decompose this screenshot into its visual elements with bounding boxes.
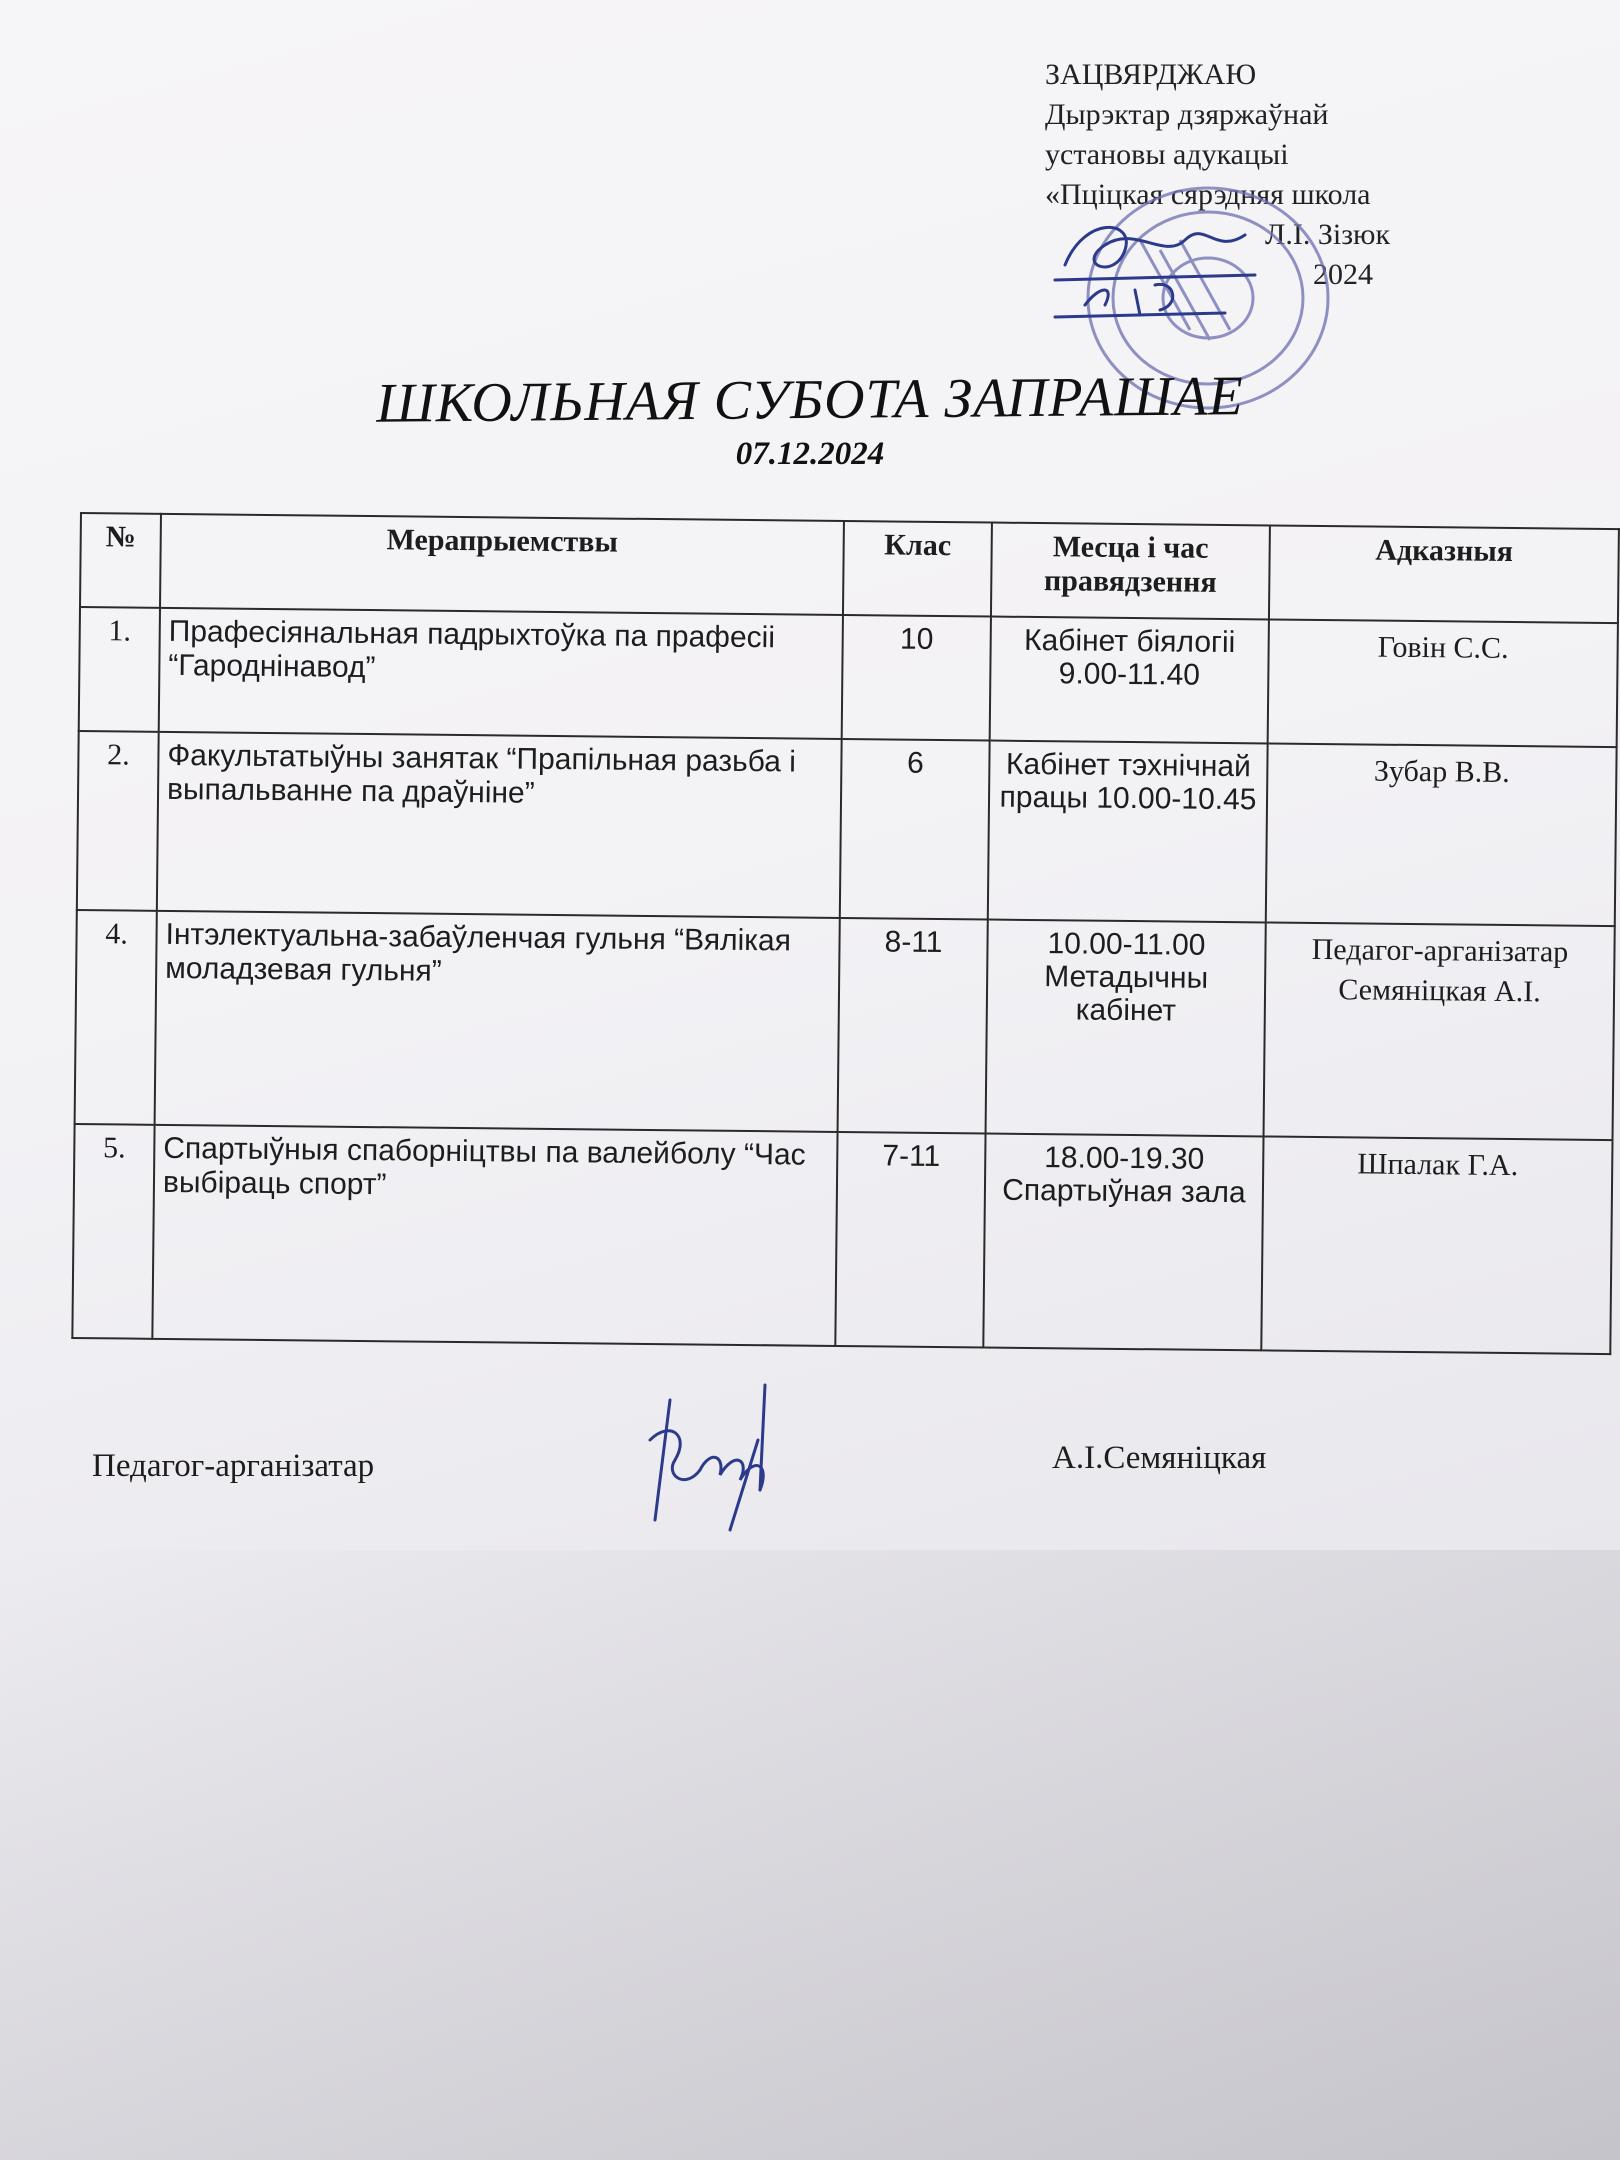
row-class: 8-11 bbox=[838, 918, 988, 1134]
approval-year: 2024 bbox=[1313, 258, 1373, 291]
row-num: 5. bbox=[72, 1124, 154, 1339]
table-row bbox=[77, 731, 1617, 926]
approval-line-1: ЗАЦВЯРДЖАЮ bbox=[1045, 58, 1257, 91]
row-event: Спартыўныя спаборніцтвы па валейболу “Час выбіраць спорт” bbox=[152, 1125, 837, 1346]
row-num: 2. bbox=[77, 731, 159, 911]
row-responsible: Педагог-арганізатар Семяніцкая А.І. bbox=[1264, 922, 1615, 1140]
footer-role: Педагог-арганізатар bbox=[92, 1448, 375, 1484]
row-responsible: Говін С.С. bbox=[1268, 619, 1618, 747]
table-header-row bbox=[80, 513, 1619, 623]
row-class: 10 bbox=[842, 615, 991, 741]
row-responsible: Зубар В.В. bbox=[1266, 743, 1617, 926]
row-place: 18.00-19.30 Спартыўная зала bbox=[983, 1134, 1263, 1351]
header-responsible: Адказныя bbox=[1269, 525, 1619, 623]
approval-line-4: «Пціцкая сярэдняя школа bbox=[1045, 178, 1371, 211]
table-row bbox=[75, 910, 1615, 1140]
page-shadow bbox=[0, 1550, 1620, 2160]
row-event: Інтэлектуальна-забаўленчая гульня “Вялікая моладзевая гульня” bbox=[155, 911, 840, 1132]
events-table bbox=[71, 512, 1620, 1355]
page-title: ШКОЛЬНАЯ СУБОТА ЗАПРАШАЕ bbox=[376, 365, 1244, 435]
approval-line-3: установы адукацыі bbox=[1045, 138, 1289, 171]
row-event: Прафесіянальная падрыхтоўка па прафесіі “Гароднінавод” bbox=[159, 608, 843, 739]
row-class: 6 bbox=[840, 739, 990, 920]
row-class: 7-11 bbox=[835, 1132, 985, 1348]
approval-director-name: Л.І. Зізюк bbox=[1265, 218, 1391, 251]
header-class: Клас bbox=[843, 521, 992, 617]
director-signature bbox=[1045, 205, 1275, 320]
row-place: 10.00-11.00 Метадычны кабінет bbox=[986, 920, 1266, 1137]
row-num: 4. bbox=[75, 910, 157, 1125]
table-row bbox=[72, 1124, 1612, 1354]
approval-line-2: Дырэктар дзяржаўнай bbox=[1045, 98, 1329, 131]
row-num: 1. bbox=[79, 607, 160, 732]
header-place: Месца і час правядзення bbox=[991, 523, 1270, 620]
row-event: Факультатыўны занятак “Прапільная разьба і выпальванне па драўніне” bbox=[157, 732, 842, 918]
table-row bbox=[79, 607, 1618, 747]
row-responsible: Шпалак Г.А. bbox=[1261, 1136, 1612, 1354]
row-place: Кабінет біялогіі 9.00-11.40 bbox=[990, 617, 1269, 744]
row-place: Кабінет тэхнічнай працы 10.00-10.45 bbox=[988, 741, 1268, 923]
event-date: 07.12.2024 bbox=[735, 436, 885, 472]
header-event: Мерапрыемствы bbox=[160, 514, 844, 615]
header-num: № bbox=[80, 513, 161, 608]
organizer-signature bbox=[640, 1380, 780, 1540]
footer-name: А.І.Семяніцкая bbox=[1052, 1440, 1267, 1476]
